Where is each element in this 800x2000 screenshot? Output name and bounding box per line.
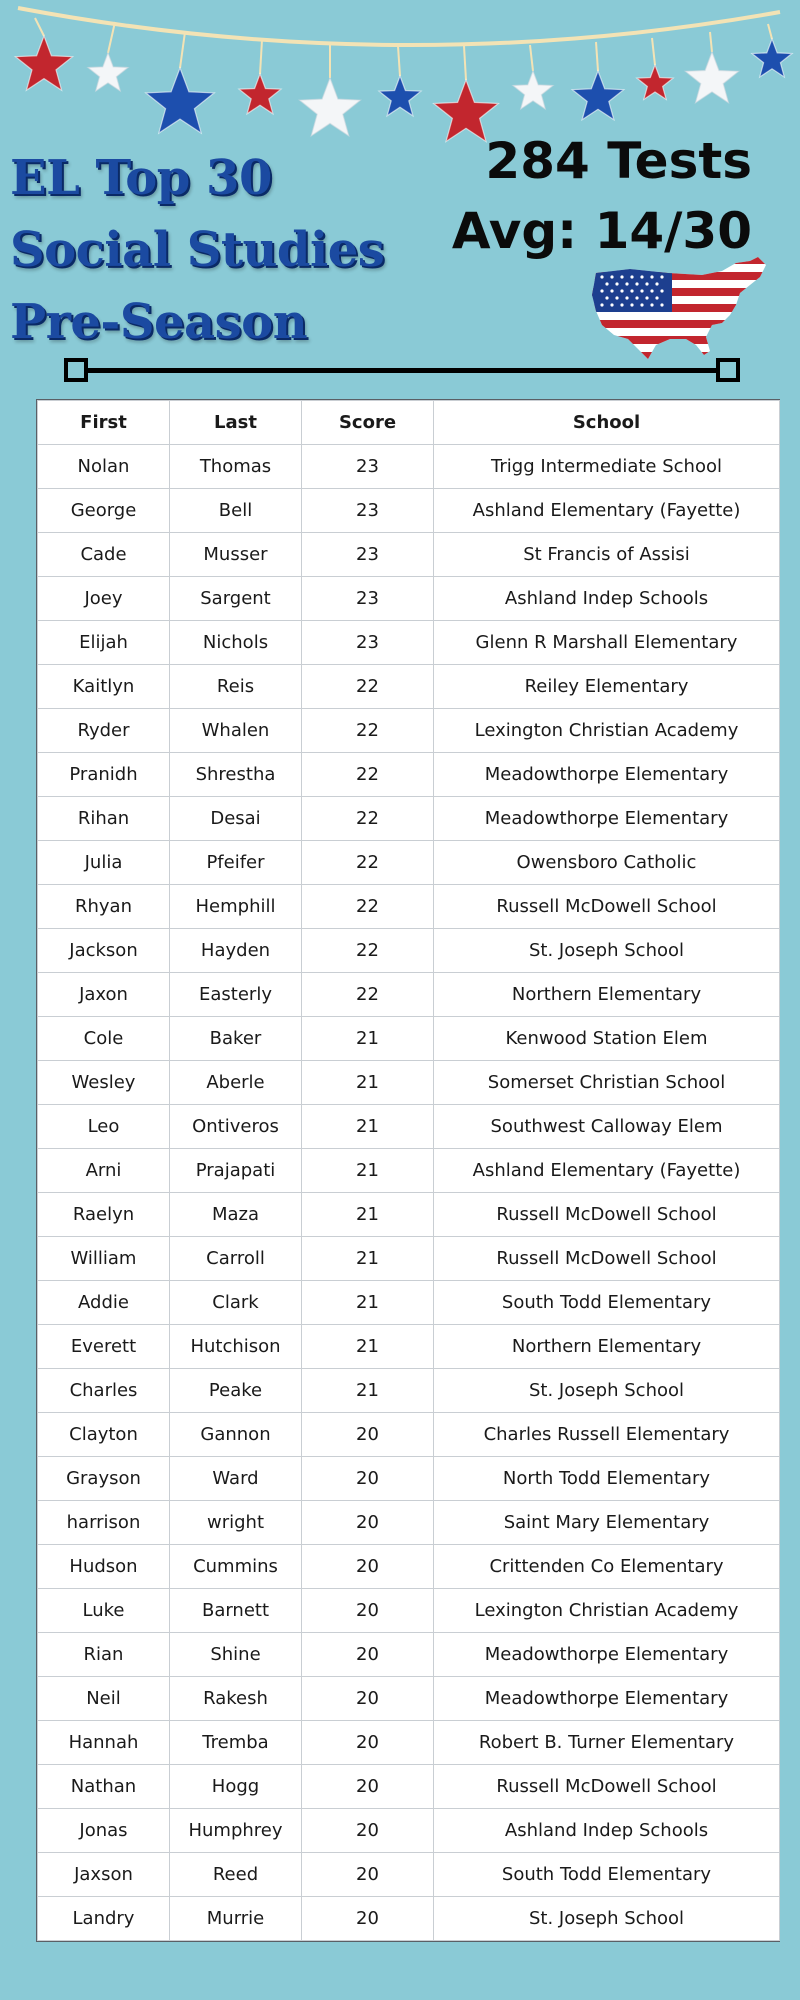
first-name-cell: Jonas (38, 1809, 170, 1853)
score-cell: 21 (302, 1149, 434, 1193)
score-cell: 22 (302, 885, 434, 929)
last-name-cell: Hogg (170, 1765, 302, 1809)
score-cell: 20 (302, 1765, 434, 1809)
first-name-cell: Jaxon (38, 973, 170, 1017)
star-string (652, 38, 655, 65)
table-row (38, 1017, 780, 1061)
first-name-cell: Addie (38, 1281, 170, 1325)
table-row (38, 1369, 780, 1413)
first-name-cell: Charles (38, 1369, 170, 1413)
column-header-last: Last (170, 401, 302, 445)
star-string (464, 46, 466, 80)
school-cell: Lexington Christian Academy (434, 1589, 780, 1633)
school-cell: Ashland Indep Schools (434, 1809, 780, 1853)
table-row (38, 885, 780, 929)
first-name-cell: Elijah (38, 621, 170, 665)
school-cell: Southwest Calloway Elem (434, 1105, 780, 1149)
school-cell: Charles Russell Elementary (434, 1413, 780, 1457)
first-name-cell: Joey (38, 577, 170, 621)
school-cell: Lexington Christian Academy (434, 709, 780, 753)
score-cell: 22 (302, 709, 434, 753)
last-name-cell: Cummins (170, 1545, 302, 1589)
last-name-cell: wright (170, 1501, 302, 1545)
last-name-cell: Tremba (170, 1721, 302, 1765)
table-row (38, 577, 780, 621)
last-name-cell: Pfeifer (170, 841, 302, 885)
school-cell: South Todd Elementary (434, 1281, 780, 1325)
divider-right-cap (716, 358, 740, 382)
school-cell: Owensboro Catholic (434, 841, 780, 885)
first-name-cell: Arni (38, 1149, 170, 1193)
first-name-cell: Jackson (38, 929, 170, 973)
table-row (38, 841, 780, 885)
star-string (768, 24, 772, 39)
school-cell: St Francis of Assisi (434, 533, 780, 577)
score-cell: 21 (302, 1017, 434, 1061)
star-string (260, 40, 262, 74)
first-name-cell: Hannah (38, 1721, 170, 1765)
school-cell: Glenn R Marshall Elementary (434, 621, 780, 665)
first-name-cell: Grayson (38, 1457, 170, 1501)
divider-line (74, 368, 730, 373)
school-cell: Russell McDowell School (434, 1765, 780, 1809)
star-string (180, 32, 185, 68)
first-name-cell: Nathan (38, 1765, 170, 1809)
last-name-cell: Hutchison (170, 1325, 302, 1369)
first-name-cell: Kaitlyn (38, 665, 170, 709)
school-cell: Trigg Intermediate School (434, 445, 780, 489)
first-name-cell: Raelyn (38, 1193, 170, 1237)
first-name-cell: Cole (38, 1017, 170, 1061)
first-name-cell: George (38, 489, 170, 533)
first-name-cell: Rhyan (38, 885, 170, 929)
school-cell: Meadowthorpe Elementary (434, 797, 780, 841)
table-header-row (38, 401, 780, 445)
score-cell: 23 (302, 489, 434, 533)
first-name-cell: Rian (38, 1633, 170, 1677)
table-row (38, 1237, 780, 1281)
last-name-cell: Sargent (170, 577, 302, 621)
table-row (38, 1149, 780, 1193)
last-name-cell: Gannon (170, 1413, 302, 1457)
title-block (10, 142, 430, 358)
last-name-cell: Whalen (170, 709, 302, 753)
table-row (38, 1589, 780, 1633)
table-row (38, 1853, 780, 1897)
school-cell: Russell McDowell School (434, 1237, 780, 1281)
last-name-cell: Reis (170, 665, 302, 709)
table-row (38, 1281, 780, 1325)
star-string (35, 18, 44, 36)
score-cell: 22 (302, 753, 434, 797)
star-icon (752, 39, 792, 77)
school-cell: Reiley Elementary (434, 665, 780, 709)
table-row (38, 1677, 780, 1721)
first-name-cell: Clayton (38, 1413, 170, 1457)
star-icon (379, 76, 421, 116)
tests-count: 284 Tests (485, 132, 752, 190)
table-row (38, 1325, 780, 1369)
score-cell: 23 (302, 577, 434, 621)
first-name-cell: Rihan (38, 797, 170, 841)
score-cell: 20 (302, 1897, 434, 1941)
school-cell: Ashland Indep Schools (434, 577, 780, 621)
star-icon (513, 71, 553, 109)
first-name-cell: Julia (38, 841, 170, 885)
first-name-cell: Pranidh (38, 753, 170, 797)
last-name-cell: Bell (170, 489, 302, 533)
table-row (38, 753, 780, 797)
last-name-cell: Murrie (170, 1897, 302, 1941)
school-cell: Ashland Elementary (Fayette) (434, 489, 780, 533)
score-cell: 21 (302, 1193, 434, 1237)
first-name-cell: Leo (38, 1105, 170, 1149)
table-row (38, 1193, 780, 1237)
school-cell: Meadowthorpe Elementary (434, 1633, 780, 1677)
score-cell: 21 (302, 1061, 434, 1105)
table-row (38, 1897, 780, 1941)
score-cell: 23 (302, 533, 434, 577)
star-string (108, 22, 115, 53)
star-icon (88, 53, 128, 91)
table-row (38, 929, 780, 973)
first-name-cell: Ryder (38, 709, 170, 753)
score-cell: 21 (302, 1369, 434, 1413)
table-body (38, 445, 780, 1941)
title-divider (64, 358, 740, 382)
school-cell: St. Joseph School (434, 1369, 780, 1413)
school-cell: Ashland Elementary (Fayette) (434, 1149, 780, 1193)
last-name-cell: Ontiveros (170, 1105, 302, 1149)
school-cell: Russell McDowell School (434, 1193, 780, 1237)
score-cell: 21 (302, 1105, 434, 1149)
table-row (38, 1061, 780, 1105)
first-name-cell: Hudson (38, 1545, 170, 1589)
score-cell: 22 (302, 973, 434, 1017)
table-row (38, 445, 780, 489)
score-cell: 23 (302, 621, 434, 665)
title-line-1: EL Top 30 (10, 150, 272, 206)
first-name-cell: Nolan (38, 445, 170, 489)
table-row (38, 709, 780, 753)
last-name-cell: Aberle (170, 1061, 302, 1105)
title-line-2: Social Studies (10, 222, 385, 278)
last-name-cell: Peake (170, 1369, 302, 1413)
score-cell: 20 (302, 1721, 434, 1765)
score-cell: 22 (302, 929, 434, 973)
last-name-cell: Desai (170, 797, 302, 841)
last-name-cell: Ward (170, 1457, 302, 1501)
school-cell: Meadowthorpe Elementary (434, 753, 780, 797)
school-cell: Crittenden Co Elementary (434, 1545, 780, 1589)
star-string (710, 32, 712, 52)
school-cell: Northern Elementary (434, 973, 780, 1017)
table-row (38, 1809, 780, 1853)
score-cell: 21 (302, 1325, 434, 1369)
last-name-cell: Thomas (170, 445, 302, 489)
table-row (38, 621, 780, 665)
star-icon (239, 74, 281, 114)
school-cell: Somerset Christian School (434, 1061, 780, 1105)
table-row (38, 1721, 780, 1765)
score-cell: 20 (302, 1677, 434, 1721)
star-icon (685, 52, 738, 103)
star-string (530, 45, 533, 71)
last-name-cell: Humphrey (170, 1809, 302, 1853)
school-cell: Northern Elementary (434, 1325, 780, 1369)
title-line-3: Pre-Season (10, 294, 308, 350)
school-cell: Saint Mary Elementary (434, 1501, 780, 1545)
score-cell: 20 (302, 1413, 434, 1457)
first-name-cell: Cade (38, 533, 170, 577)
last-name-cell: Rakesh (170, 1677, 302, 1721)
first-name-cell: Neil (38, 1677, 170, 1721)
results-table (37, 400, 780, 1941)
column-header-school: School (434, 401, 780, 445)
last-name-cell: Clark (170, 1281, 302, 1325)
table-row (38, 665, 780, 709)
last-name-cell: Barnett (170, 1589, 302, 1633)
column-header-first: First (38, 401, 170, 445)
school-cell: Meadowthorpe Elementary (434, 1677, 780, 1721)
table-row (38, 533, 780, 577)
table-row (38, 1765, 780, 1809)
school-cell: Robert B. Turner Elementary (434, 1721, 780, 1765)
first-name-cell: Landry (38, 1897, 170, 1941)
table-row (38, 1545, 780, 1589)
column-header-score: Score (302, 401, 434, 445)
first-name-cell: William (38, 1237, 170, 1281)
star-icon (16, 36, 73, 90)
school-cell: Kenwood Station Elem (434, 1017, 780, 1061)
last-name-cell: Easterly (170, 973, 302, 1017)
school-cell: St. Joseph School (434, 929, 780, 973)
stats-block (452, 126, 752, 266)
last-name-cell: Nichols (170, 621, 302, 665)
star-icon (300, 78, 361, 136)
star-string (596, 42, 598, 71)
school-cell: North Todd Elementary (434, 1457, 780, 1501)
score-cell: 20 (302, 1809, 434, 1853)
score-cell: 22 (302, 665, 434, 709)
table-row (38, 973, 780, 1017)
score-cell: 20 (302, 1501, 434, 1545)
table-row (38, 1501, 780, 1545)
divider-left-cap (64, 358, 88, 382)
garland-string (18, 8, 780, 45)
school-cell: St. Joseph School (434, 1897, 780, 1941)
score-cell: 22 (302, 797, 434, 841)
last-name-cell: Baker (170, 1017, 302, 1061)
score-cell: 22 (302, 841, 434, 885)
last-name-cell: Hayden (170, 929, 302, 973)
last-name-cell: Shine (170, 1633, 302, 1677)
table-row (38, 797, 780, 841)
score-cell: 20 (302, 1589, 434, 1633)
score-cell: 21 (302, 1237, 434, 1281)
first-name-cell: Wesley (38, 1061, 170, 1105)
first-name-cell: Luke (38, 1589, 170, 1633)
star-icon (572, 71, 623, 120)
score-cell: 21 (302, 1281, 434, 1325)
score-cell: 20 (302, 1853, 434, 1897)
last-name-cell: Musser (170, 533, 302, 577)
score-cell: 23 (302, 445, 434, 489)
average-score: Avg: 14/30 (451, 202, 752, 260)
last-name-cell: Prajapati (170, 1149, 302, 1193)
table-row (38, 1413, 780, 1457)
first-name-cell: harrison (38, 1501, 170, 1545)
school-cell: Russell McDowell School (434, 885, 780, 929)
last-name-cell: Carroll (170, 1237, 302, 1281)
last-name-cell: Shrestha (170, 753, 302, 797)
results-table-wrapper (37, 400, 779, 1941)
last-name-cell: Maza (170, 1193, 302, 1237)
star-string (398, 46, 400, 76)
table-row (38, 1457, 780, 1501)
star-icon (146, 68, 214, 133)
first-name-cell: Jaxson (38, 1853, 170, 1897)
score-cell: 20 (302, 1633, 434, 1677)
usa-flag-map-icon (590, 255, 770, 367)
first-name-cell: Everett (38, 1325, 170, 1369)
table-row (38, 1105, 780, 1149)
last-name-cell: Reed (170, 1853, 302, 1897)
score-cell: 20 (302, 1545, 434, 1589)
score-cell: 20 (302, 1457, 434, 1501)
table-row (38, 1633, 780, 1677)
table-row (38, 489, 780, 533)
school-cell: South Todd Elementary (434, 1853, 780, 1897)
last-name-cell: Hemphill (170, 885, 302, 929)
star-icon (637, 65, 673, 99)
